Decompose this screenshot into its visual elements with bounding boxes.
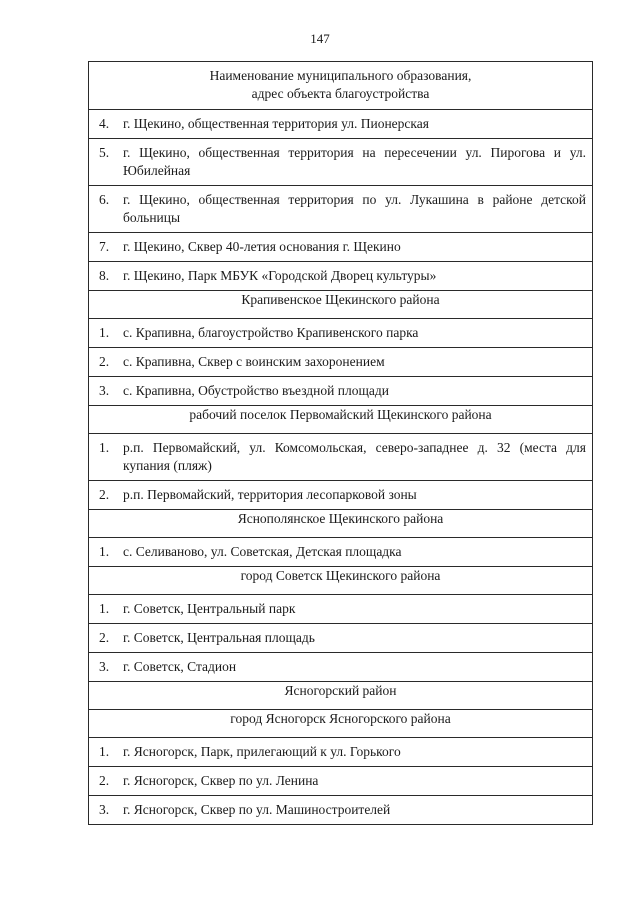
item-cell: [89, 434, 593, 481]
table-row: [89, 738, 593, 767]
item-number: 2.: [99, 487, 110, 502]
page-number: 147: [310, 31, 330, 46]
item-cell: [89, 538, 593, 567]
item-number: 2.: [99, 354, 110, 369]
item-address: г. Ясногорск, Сквер по ул. Ленина: [123, 773, 319, 788]
item-address: с. Селиваново, ул. Советская, Детская площадка: [123, 544, 402, 559]
item-cell: [89, 233, 593, 262]
item-cell: [89, 653, 593, 682]
item-address: г. Советск, Стадион: [123, 659, 237, 674]
item-cell: [89, 348, 593, 377]
item-cell: [89, 481, 593, 510]
table-row: [89, 348, 593, 377]
section-row: [89, 710, 593, 738]
table-body: [89, 62, 593, 825]
table-row: [89, 186, 593, 233]
item-cell: [89, 139, 593, 186]
item-cell: [89, 738, 593, 767]
item-number: 2.: [99, 630, 110, 645]
item-address: г. Ясногорск, Парк, прилегающий к ул. Горького: [123, 744, 401, 759]
section-row: [89, 682, 593, 710]
item-number: 1.: [99, 544, 110, 559]
table-row: [89, 110, 593, 139]
section-title: город Ясногорск Ясногорского района: [89, 710, 593, 738]
item-cell: [89, 110, 593, 139]
item-address: г. Щекино, общественная территория ул. Пионерская: [123, 116, 429, 131]
table-row: [89, 377, 593, 406]
item-number: 8.: [99, 268, 110, 283]
item-address: г. Щекино, общественная территория на пересечении ул. Пирогова и ул. Юбилейная: [123, 145, 586, 178]
item-address: г. Щекино, Парк МБУК «Городской Дворец культуры»: [123, 268, 437, 283]
table-header-row: [89, 62, 593, 110]
item-cell: [89, 262, 593, 291]
item-cell: [89, 624, 593, 653]
item-number: 7.: [99, 239, 110, 254]
item-cell: [89, 319, 593, 348]
item-address: г. Щекино, Сквер 40-летия основания г. Щекино: [123, 239, 401, 254]
item-address: с. Крапивна, Обустройство въездной площади: [123, 383, 389, 398]
table-header-line-2: адрес объекта благоустройства: [251, 86, 430, 101]
item-address: г. Советск, Центральная площадь: [123, 630, 315, 645]
item-address: г. Советск, Центральный парк: [123, 601, 296, 616]
improvement-objects-table: [88, 61, 593, 825]
item-cell: [89, 186, 593, 233]
section-title: Яснополянское Щекинского района: [89, 510, 593, 538]
table-row: [89, 233, 593, 262]
item-number: 1.: [99, 601, 110, 616]
item-number: 3.: [99, 383, 110, 398]
item-cell: [89, 595, 593, 624]
item-address: г. Щекино, общественная территория по ул. Лукашина в районе детской больницы: [123, 192, 586, 225]
section-title: Крапивенское Щекинского района: [89, 291, 593, 319]
item-address: р.п. Первомайский, ул. Комсомольская, северо-западнее д. 32 (места для купания (пляж): [123, 440, 586, 473]
table-header-cell: [89, 62, 593, 110]
table-row: [89, 624, 593, 653]
table-row: [89, 796, 593, 825]
item-number: 1.: [99, 744, 110, 759]
table-header-line-1: Наименование муниципального образования,: [209, 68, 472, 83]
table-row: [89, 595, 593, 624]
item-number: 3.: [99, 659, 110, 674]
table-row: [89, 139, 593, 186]
table-row: [89, 481, 593, 510]
section-row: [89, 291, 593, 319]
section-row: [89, 510, 593, 538]
table-row: [89, 434, 593, 481]
item-number: 2.: [99, 773, 110, 788]
item-number: 3.: [99, 802, 110, 817]
item-number: 1.: [99, 325, 110, 340]
table-row: [89, 319, 593, 348]
item-cell: [89, 767, 593, 796]
item-address: с. Крапивна, Сквер с воинским захоронением: [123, 354, 385, 369]
table-row: [89, 538, 593, 567]
table-row: [89, 767, 593, 796]
item-number: 1.: [99, 440, 110, 455]
section-row: [89, 406, 593, 434]
item-address: с. Крапивна, благоустройство Крапивенского парка: [123, 325, 419, 340]
section-title: город Советск Щекинского района: [89, 567, 593, 595]
item-address: р.п. Первомайский, территория лесопарковой зоны: [123, 487, 417, 502]
item-number: 5.: [99, 145, 110, 160]
table-row: [89, 653, 593, 682]
item-number: 4.: [99, 116, 110, 131]
item-cell: [89, 377, 593, 406]
item-address: г. Ясногорск, Сквер по ул. Машиностроителей: [123, 802, 391, 817]
table-row: [89, 262, 593, 291]
section-title: Ясногорский район: [89, 682, 593, 710]
section-row: [89, 567, 593, 595]
section-title: рабочий поселок Первомайский Щекинского района: [89, 406, 593, 434]
item-number: 6.: [99, 192, 110, 207]
item-cell: [89, 796, 593, 825]
